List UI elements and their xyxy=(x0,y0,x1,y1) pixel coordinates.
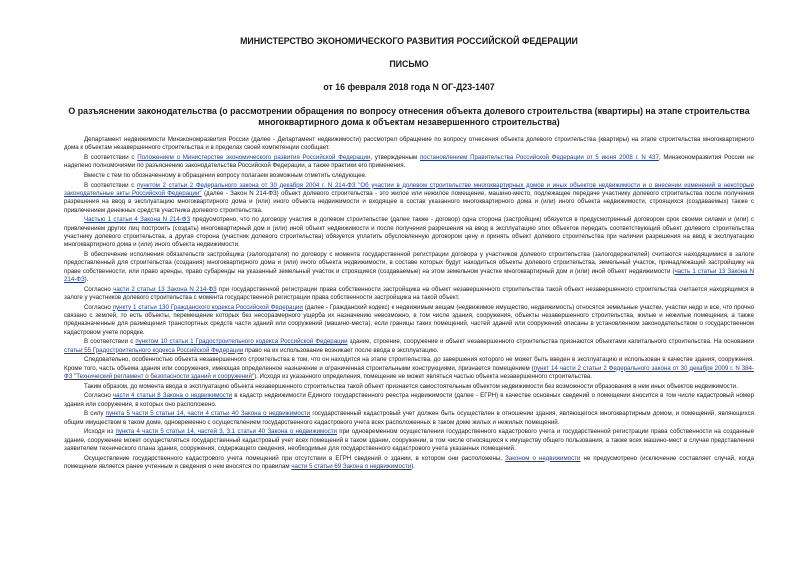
document-title: О разъяснении законодательства (о рассмотрении обращения по вопросу отнесения объекта долевого строительства (квартиры) на этапе строительства многоквартирного дома к объектам незавершенного строительства) xyxy=(68,106,750,127)
text: Согласно xyxy=(84,392,113,400)
paragraph-pledge xyxy=(64,251,754,284)
paragraph-simultaneous-registration xyxy=(64,428,754,453)
text: Исходя из xyxy=(84,428,116,436)
paragraph-apartment-building xyxy=(64,410,754,427)
link-law-214-article-4[interactable]: Частью 1 статьи 4 Закона N 214-ФЗ xyxy=(84,216,191,224)
letter-document xyxy=(64,28,754,473)
paragraph-no-building-record xyxy=(64,455,754,472)
link-ministry-regulation[interactable]: Положением о Министерстве экономического развития Российской Федерации xyxy=(137,153,371,161)
paragraph-town-planning xyxy=(64,338,754,355)
link-realty-law[interactable]: Законом о недвижимости xyxy=(505,454,581,462)
text: в кадастр недвижимости Единого государственного реестра недвижимости (далее - ЕГРН) в качестве основных сведений о помещении вносится в том числе кадастровый номер здания или сооружения, в которых оно расположено. xyxy=(64,392,754,408)
text: ). Исходя из указанного определения, помещение не может являться частью объекта незавершенного строительства. xyxy=(254,372,593,380)
link-realty-law-article-8[interactable]: части 4 статьи 8 Закона о недвижимости xyxy=(112,392,233,400)
text: ). xyxy=(411,462,416,470)
link-government-resolution[interactable]: постановлением Правительства Российской Федерации от 5 июня 2008 г. N 437 xyxy=(419,153,659,161)
text: Следовательно, особенностью объекта незавершенного строительства в том, что он находится на этапе строительства, до завершения которого не может быть введен в эксплуатацию и использован в качестве здания, сооружения. Кроме того, часть объема здания или сооружения, имеющая определенное назначение и ограниченная строительными конструкциями, признается помещением ( xyxy=(64,356,754,372)
text: В соответствии с xyxy=(84,153,138,161)
text: (далее - Гражданский кодекс) к недвижимым вещам (недвижимое имущество, недвижимость) относятся земельные участки, участки недр и все, что прочно связано с землей, то есть объекты, перемещение которых без несоразмерного ущерба их назначению невозможно, в том числе здания, сооружения, объекты незавершенного строительства, жилые и нежилые помещения, а также предназначенные для размещения транспортных средств части зданий или сооружений (машино-места), если границы таких помещений, частей зданий или сооружений описаны в установленном законодательством о государственном кадастровом учете порядке. xyxy=(64,303,754,336)
text: В силу xyxy=(84,410,106,418)
paragraph-contract xyxy=(64,216,754,249)
text: В соответствии с xyxy=(84,181,137,189)
link-law-214-article-13-part-1[interactable]: часть 1 статьи 13 Закона N 214-ФЗ xyxy=(64,267,755,283)
text: государственный кадастровый учет должен быть осуществлен в отношении здания, являющегося многоквартирным домом, и помещений, являющихся общим имуществом в таком доме, одновременно с осуществлением государственного кадастрового учета всех расположенных в таком доме жилых и нежилых помещений. xyxy=(64,410,754,426)
text: ). xyxy=(84,275,89,283)
link-realty-law-article-14-40[interactable]: пункта 5 части 5 статьи 14, части 4 статьи 40 Закона о недвижимости xyxy=(105,410,311,418)
paragraph-shared-object-definition xyxy=(64,182,754,215)
link-law-214-article-2[interactable]: пунктом 2 статьи 2 Федерального закона от 30 декабря 2004 г. N 214-ФЗ "Об участии в долевом строительстве многоквартирных домов и иных объектов недвижимости и о внесении изменений в некоторые законодательные акты Российской Федерации" xyxy=(64,181,754,197)
text: при государственной регистрации права собственности застройщика на объект незавершенного строительства такой объект незавершенного строительства считается находящимся в залоге у участников долевого строительства с момента государственной регистрации права собственности застройщика на такой объект. xyxy=(64,285,755,301)
text: не предусмотрено (исключение составляет случай, когда помещение является ранее учтенным и сведения о нем вносятся по правилам xyxy=(64,454,754,470)
text: , утвержденным xyxy=(370,153,420,161)
paragraph-cadastre xyxy=(64,392,754,409)
link-town-planning-article-55[interactable]: статьи 55 Градостроительного кодекса Российской Федерации xyxy=(64,346,244,354)
link-town-planning-article-1[interactable]: пунктом 10 статьи 1 Градостроительного кодекса Российской Федерации xyxy=(135,338,348,346)
text: предусмотрено, что по договору участия в долевом строительстве (далее также - договор) одна сторона (застройщик) обязуется в предусмотренный договором срок своими силами и (или) с привлечением других лиц построить (создать) многоквартирный дом и (или) иной объект недвижимости и после получения разрешения на ввод в эксплуатацию этих объектов передать соответствующий объект долевого строительства участнику долевого строительства, а другая сторона (участник долевого строительства) обязуется уплатить обусловленную договором цену и принять объект долевого строительства при наличии разрешения на ввод в эксплуатацию многоквартирного дома и (или) иного объекта недвижимости. xyxy=(64,216,754,249)
text: здание, строение, сооружение и объект незавершенного строительства признаются объектами капитального строительства. На основании xyxy=(347,338,754,346)
text: Согласно xyxy=(84,303,113,311)
text: , Минэкономразвития России не наделено полномочиями по разъяснению законодательства Российской Федерации, а также практики его применения. xyxy=(64,153,754,170)
text: В обеспечение исполнения обязательств застройщика (залогодателя) по договору с момента государственной регистрации договора у участников долевого строительства (залогодержателей) считаются находящимися в залоге предоставленный для строительства (создания) многоквартирного дома и (или) иного объекта недвижимости, в составе которых будут находиться объекты долевого строительства, земельный участок, принадлежащий застройщику на праве собственности, или право аренды, право субаренды на указанный земельный участок и строящиеся (создаваемые) на этом земельном участке многоквартирный дом и (или) иной объект недвижимости ( xyxy=(64,250,754,275)
paragraph-note: Вместе с тем по обозначенному в обращении вопросу полагаем возможным отметить следующее. xyxy=(84,171,367,179)
document-date-number: от 16 февраля 2018 года N ОГ-Д23-1407 xyxy=(323,82,495,92)
document-type: ПИСЬМО xyxy=(389,59,429,69)
text: при одновременном осуществлении государственного кадастрового учета и государственной регистрации права собственности на созданные здание, сооружение может осуществляться государственный кадастровый учет всех помещений в таком здании, сооружении, в том числе относящихся к имуществу общего пользования, а также всех машино-мест в случае представления заявителем технического плана здания, сооружения, содержащего сведения, необходимые для государственного кадастрового учета указанных помещений. xyxy=(64,428,754,452)
link-realty-law-article-14-40-parts[interactable]: пункта 4 части 5 статьи 14, частей 3, 3.1 статьи 40 Закона о недвижимости xyxy=(115,428,337,436)
paragraph-civil-code xyxy=(64,304,754,337)
paragraph-pledge-registration xyxy=(64,286,754,303)
link-realty-law-article-69[interactable]: части 5 статьи 69 Закона о недвижимости xyxy=(291,462,412,470)
letter-body xyxy=(64,136,754,471)
link-law-214-article-13-part-2[interactable]: части 2 статьи 13 Закона N 214-ФЗ xyxy=(113,285,217,293)
link-civil-code-article-130[interactable]: пункту 1 статьи 130 Гражданского кодекса Российской Федерации xyxy=(112,303,303,311)
ministry-heading: МИНИСТЕРСТВО ЭКОНОМИЧЕСКОГО РАЗВИТИЯ РОССИЙСКОЙ ФЕДЕРАЦИИ xyxy=(240,36,578,46)
paragraph-premises xyxy=(64,356,754,381)
text: В соответствии с xyxy=(84,338,136,346)
paragraph-intro: Департамент недвижимости Минэкономразвития России (далее - Департамент недвижимости) рассмотрел обращение по вопросу отнесения объекта долевого строительства (квартиры) на этапе строительства многоквартирного дома к объектам незавершенного строительства и в пределах своей компетенции сообщает. xyxy=(64,136,754,152)
paragraph-conclusion: Таким образом, до момента ввода в эксплуатацию объекта незавершенного строительства такой объект признается самостоятельным объектом недвижимости без возможности образования в нем иных объектов недвижимости. xyxy=(84,382,738,390)
text: Согласно xyxy=(84,285,114,293)
link-law-384[interactable]: пункт 14 части 2 статьи 2 Федерального закона от 30 декабря 2009 г. N 384-ФЗ "Технический регламент о безопасности зданий и сооружений" xyxy=(64,364,755,380)
text: Осуществление государственного кадастрового учета помещений при отсутствии в ЕГРН сведений о здании, в котором они расположены, xyxy=(84,454,506,462)
paragraph-competence xyxy=(64,154,754,171)
text: право на их использование возникает после ввода в эксплуатацию. xyxy=(243,346,439,354)
text: (далее - Закон N 214-ФЗ) объект долевого строительства - это жилое или нежилое помещение, машино-место, подлежащее передаче участнику долевого строительства после получения разрешения на ввод в эксплуатацию многоквартирного дома и (или) иного объекта недвижимости и входящее в состав указанного многоквартирного дома и (или) иного объекта недвижимости, строящихся (создаваемых) также с привлечением денежных средств участника долевого строительства. xyxy=(64,189,754,214)
